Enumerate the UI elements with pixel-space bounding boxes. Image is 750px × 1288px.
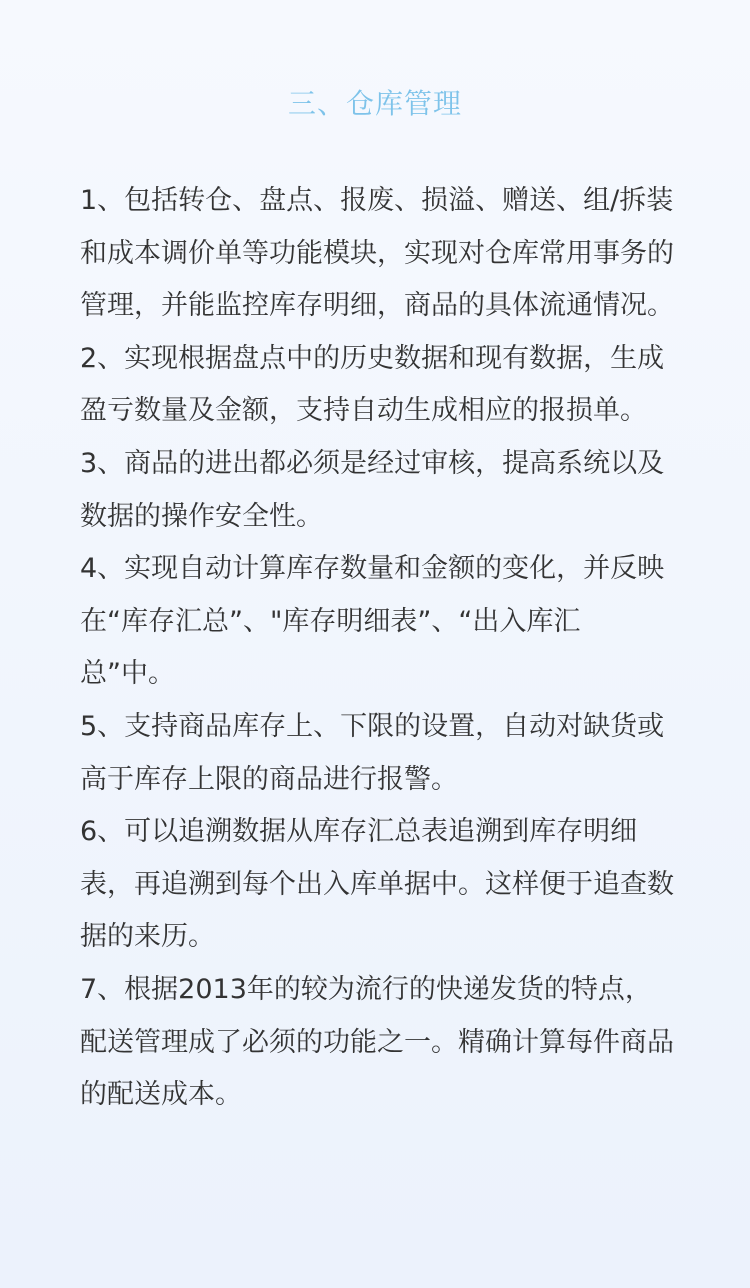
list-item: 6、可以追溯数据从库存汇总表追溯到库存明细表，再追溯到每个出入库单据中。这样便于追查数据的来历。	[80, 816, 674, 953]
list-item: 1、包括转仓、盘点、报废、损溢、赠送、组/拆装和成本调价单等功能模块，实现对仓库常用事务的管理，并能监控库存明细，商品的具体流通情况。	[80, 185, 674, 322]
feature-list	[80, 175, 675, 1122]
list-item: 5、支持商品库存上、下限的设置，自动对缺货或高于库存上限的商品进行报警。	[80, 710, 665, 795]
list-item: 7、根据2013年的较为流行的快递发货的特点，配送管理成了必须的功能之一。精确计算每件商品的配送成本。	[80, 973, 674, 1111]
list-item: 4、实现自动计算库存数量和金额的变化，并反映在“库存汇总”、"库存明细表”、“出入库汇总”中。	[80, 553, 665, 690]
list-item: 2、实现根据盘点中的历史数据和现有数据，生成盈亏数量及金额，支持自动生成相应的报损单。	[80, 342, 665, 427]
list-item: 3、商品的进出都必须是经过审核，提高系统以及数据的操作安全性。	[80, 447, 665, 532]
section-title: 三、仓库管理	[287, 87, 462, 120]
